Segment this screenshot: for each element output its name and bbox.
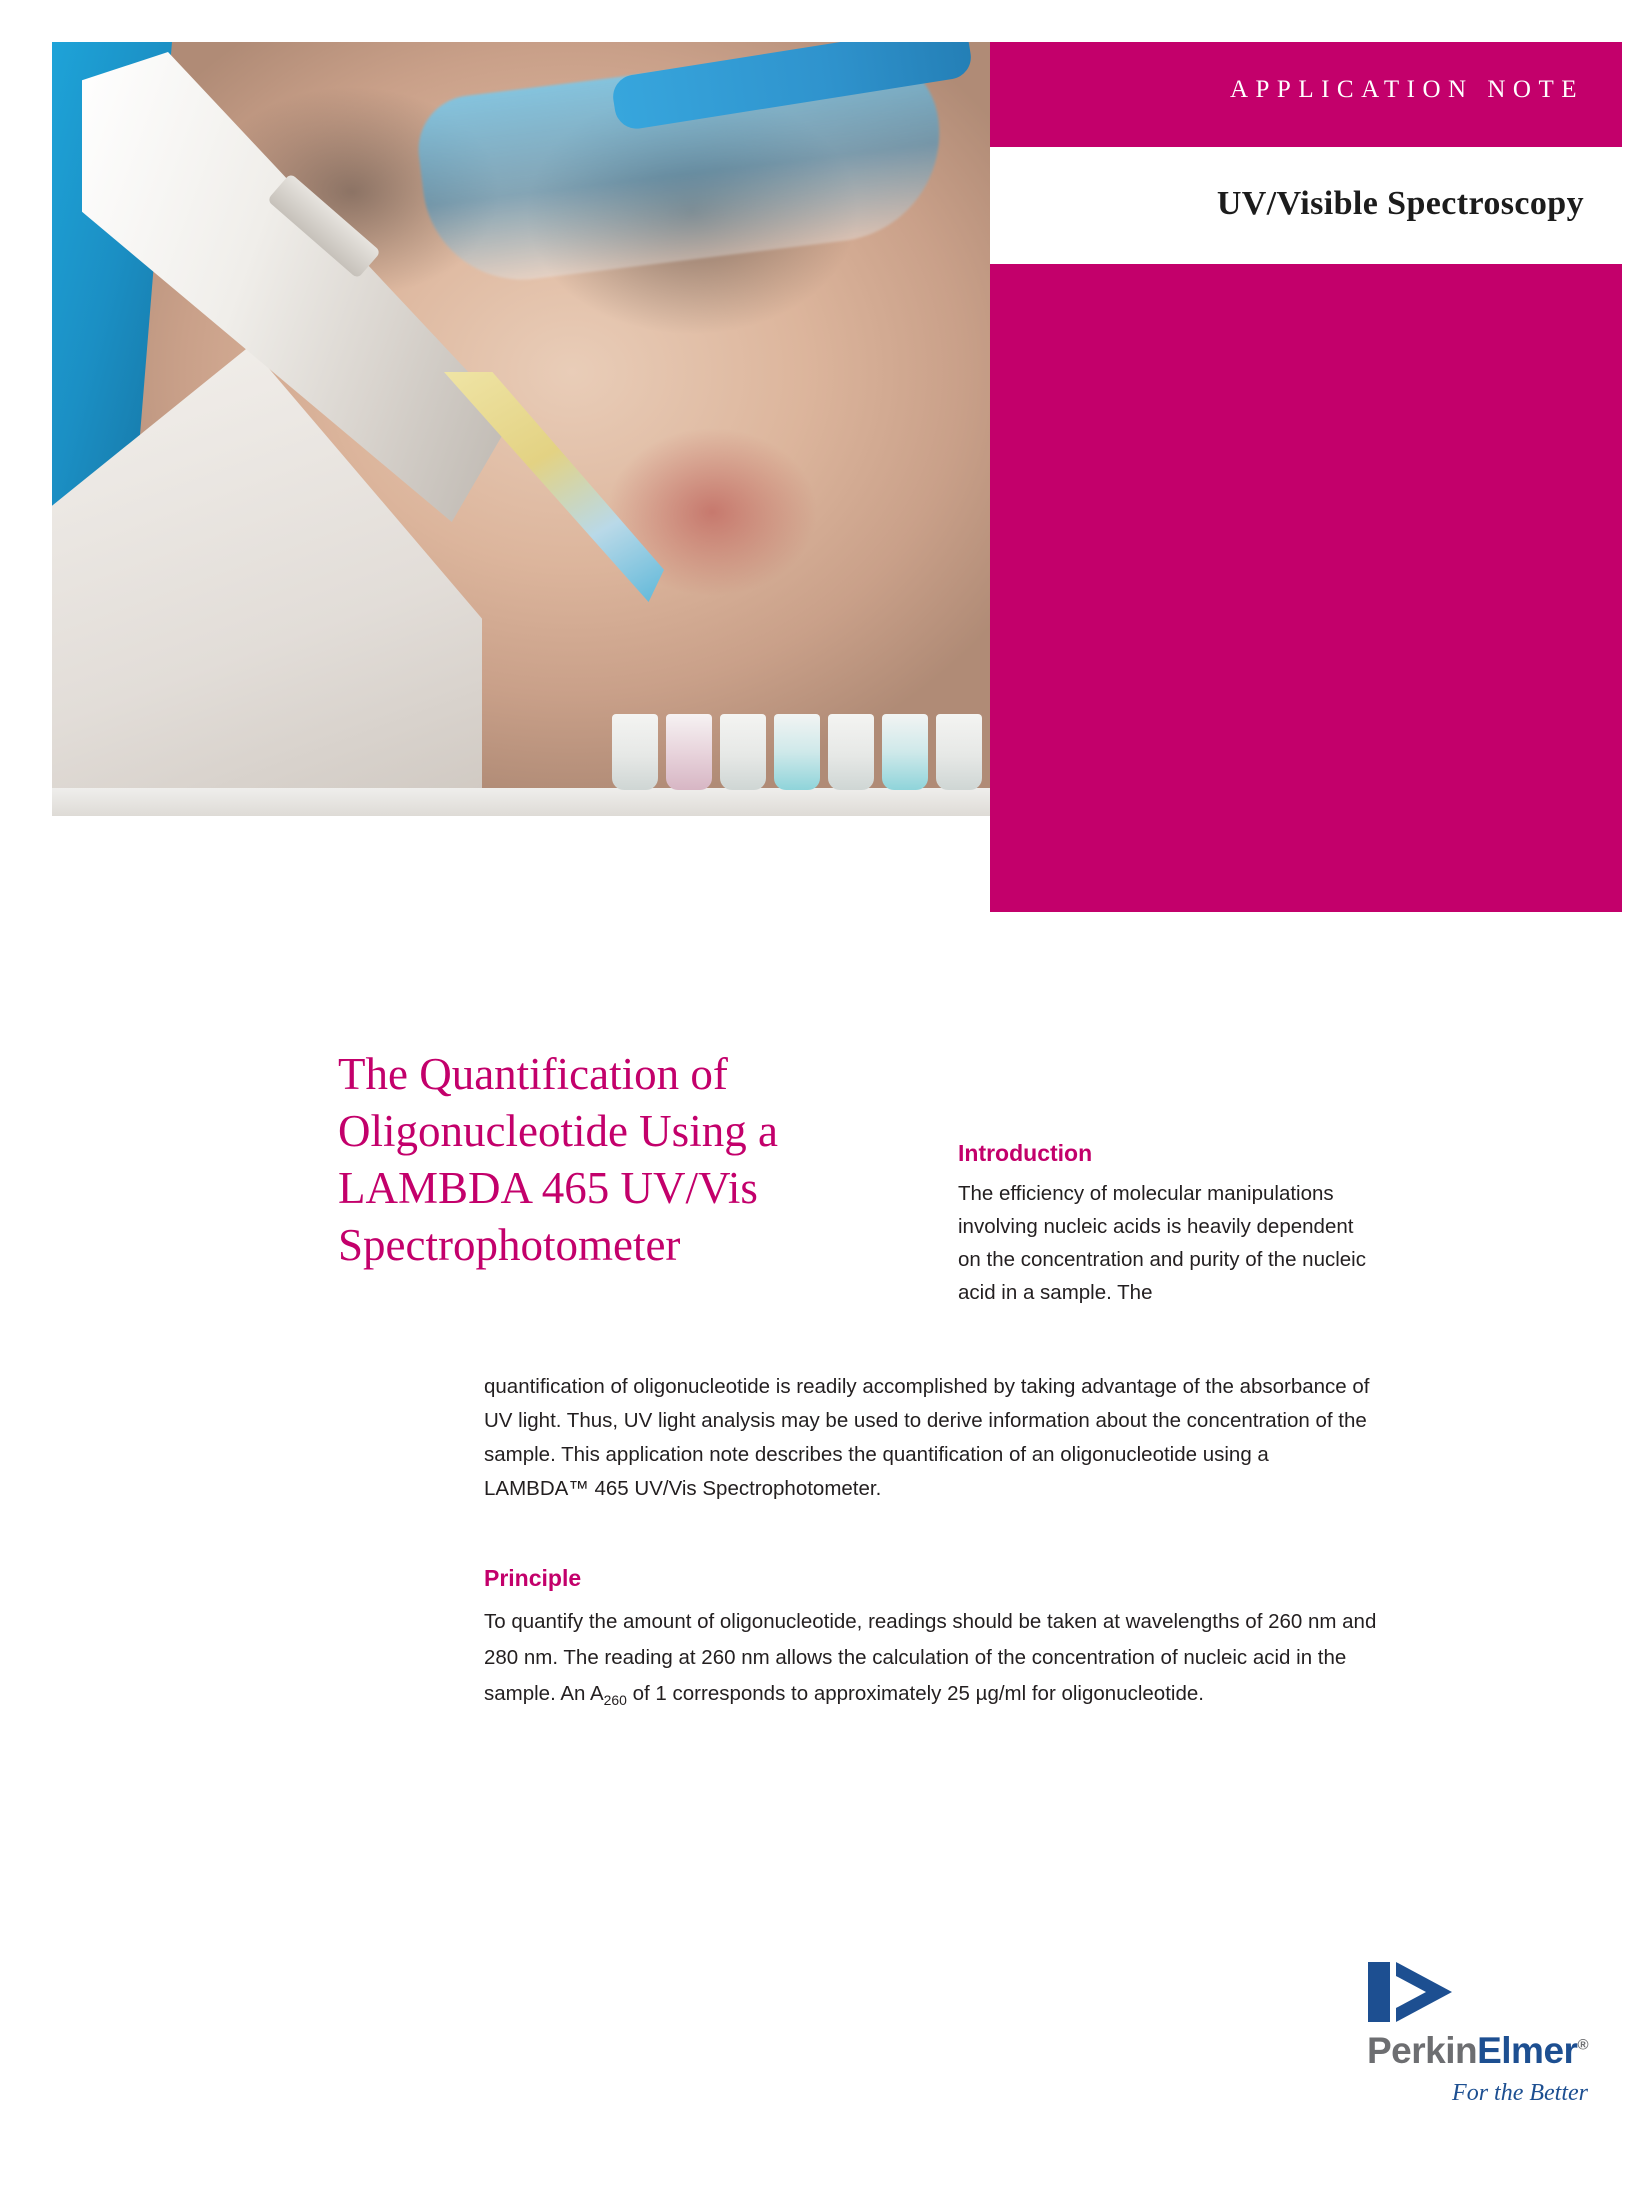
hero-tube — [774, 714, 820, 790]
hero-tube — [612, 714, 658, 790]
principle-section — [484, 1565, 1379, 1718]
category-label: UV/Visible Spectroscopy — [1216, 185, 1584, 222]
introduction-wide-text — [484, 1370, 1379, 1506]
logo-bar-shape — [1368, 1962, 1390, 2022]
banner-eyebrow-label: APPLICATION NOTE — [1229, 76, 1584, 103]
perkinelmer-logo — [1318, 1958, 1588, 2108]
introduction-wide-text-body: quantification of oligonucleotide is readily accomplished by taking advantage of the absorbance of UV light. Thus, UV light analysis may be used to derive information about the concentration of the sample. This application note describes the quantification of an oligonucleotide using a LAMBDA™ 465 UV/Vis Spectrophotometer. — [484, 1375, 1370, 1500]
hero-tube — [720, 714, 766, 790]
logo-word-elmer: Elmer — [1477, 2030, 1578, 2071]
introduction-column-text: The efficiency of molecular manipulations involving nucleic acids is heavily dependent on the concentration and purity of the nucleic acid in a sample. The — [958, 1182, 1366, 1304]
introduction-section — [958, 1140, 1378, 1309]
accent-color-block — [990, 264, 1622, 912]
logo-wordmark — [1318, 2030, 1588, 2072]
hero-tube — [666, 714, 712, 790]
introduction-heading: Introduction — [958, 1140, 1093, 1166]
page-title: The Quantification of Oligonucleotide Using a LAMBDA 465 UV/Vis Spectrophotometer — [338, 1049, 778, 1270]
principle-text-part2: of 1 corresponds to approximately 25 µg/ml for oligonucleotide. — [626, 1682, 1204, 1705]
logo-registered-mark: ® — [1577, 2036, 1588, 2054]
hero-tube-rack — [612, 708, 982, 790]
logo-triangle-inner-shape — [1396, 1976, 1426, 2008]
category-banner — [990, 147, 1622, 264]
principle-subscript: 260 — [603, 1692, 627, 1709]
hero-tube — [936, 714, 982, 790]
logo-tagline: For the Better — [1452, 2080, 1588, 2106]
hero-bench-shape — [52, 788, 990, 816]
logo-word-perkin: Perkin — [1366, 2030, 1478, 2071]
hero-image — [52, 42, 990, 816]
principle-text — [484, 1604, 1379, 1718]
application-note-banner — [990, 42, 1622, 147]
hero-tube — [882, 714, 928, 790]
hero-tube — [828, 714, 874, 790]
principle-heading: Principle — [484, 1565, 582, 1591]
principle-text-part1: To quantify the amount of oligonucleotide, readings should be taken at wavelengths of 260 nm and 280 nm. The reading at 260 nm allows the calculation of the concentration of nucleic acid in the sample. An A — [484, 1610, 1377, 1705]
perkinelmer-logo-mark-icon — [1368, 1958, 1518, 2024]
